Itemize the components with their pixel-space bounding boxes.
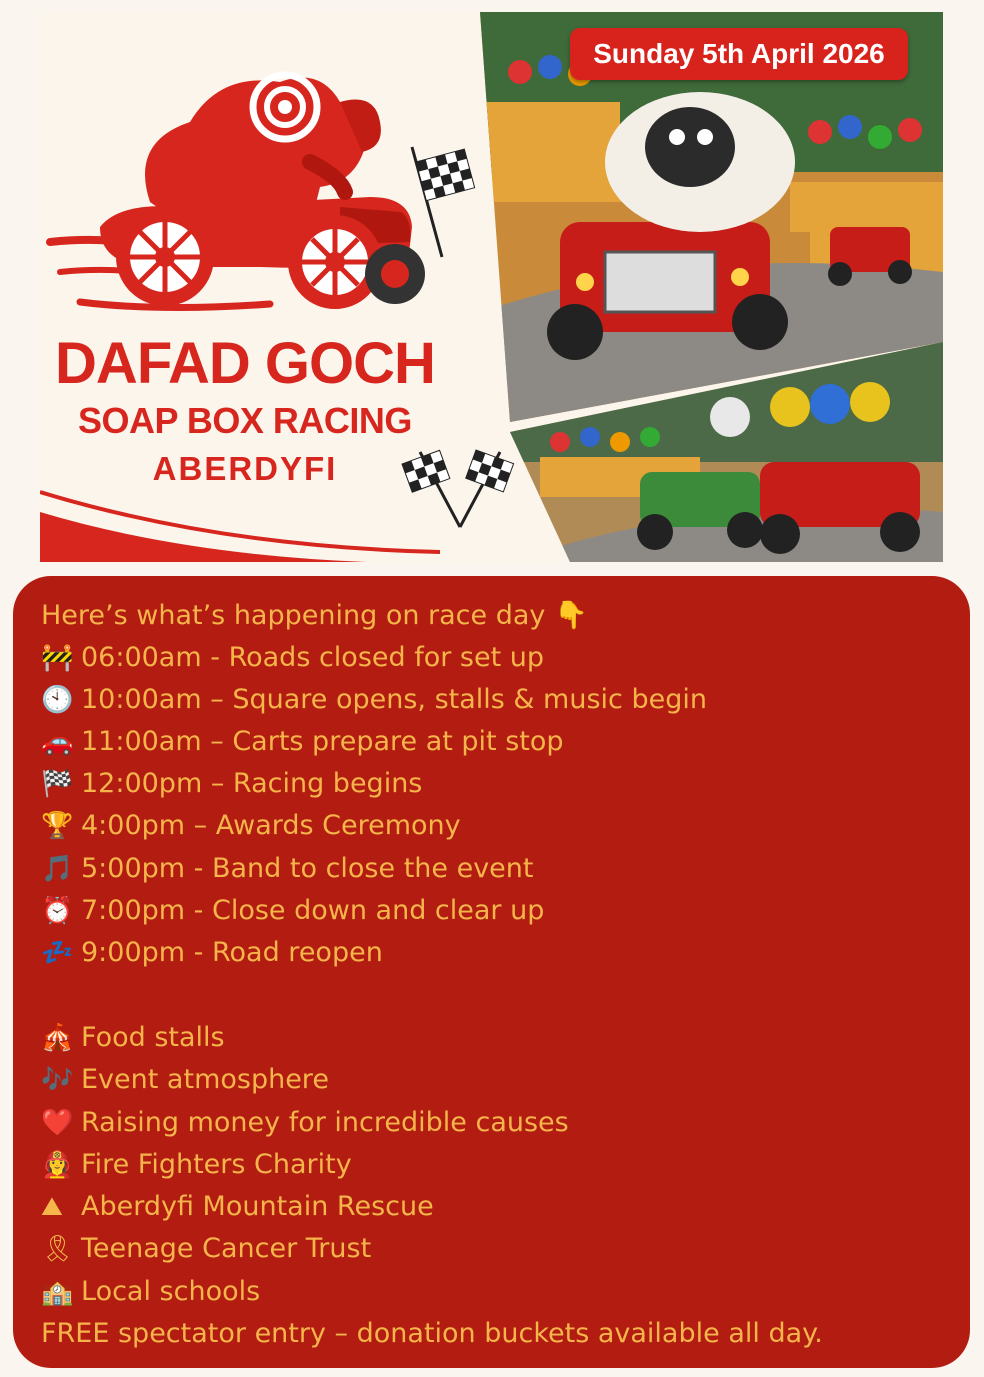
schedule-item: 🚗 11:00am – Carts prepare at pit stop (41, 722, 564, 762)
roadworks-barrier-icon: 🚧 (41, 643, 74, 673)
schedule-heading: Here’s what’s happening on race day 👇 (41, 600, 588, 631)
footer-note: FREE spectator entry – donation buckets available all day. (41, 1318, 823, 1349)
highlight-item: 🏫 Local schools (41, 1272, 260, 1312)
clock-icon: 🕙 (41, 685, 74, 715)
race-illustration-bottom (510, 342, 943, 562)
schedule-item: 🕙 10:00am – Square opens, stalls & music begin (41, 680, 707, 720)
highlight-item: 🎪 Food stalls (41, 1018, 225, 1058)
sleeping-zzz-icon: 💤 (41, 938, 74, 968)
logo-location: ABERDYFI (152, 450, 338, 487)
car-icon: 🚗 (41, 727, 74, 757)
circus-tent-icon: 🎪 (41, 1023, 74, 1053)
schedule-item: 🚧 06:00am - Roads closed for set up (41, 638, 544, 678)
mountain-icon: ⛰ (41, 1192, 63, 1222)
logo-subtitle: SOAP BOX RACING (78, 400, 412, 441)
alarm-clock-icon: ⏰ (41, 896, 74, 926)
highlight-item: 👩‍🚒 Fire Fighters Charity (41, 1145, 352, 1185)
red-sheep-cart-logo (40, 12, 440, 322)
schedule-item: 🏆 4:00pm – Awards Ceremony (41, 806, 461, 846)
event-date-badge: Sunday 5th April 2026 (570, 28, 908, 80)
red-swoosh-decoration (40, 452, 540, 562)
highlight-item: ⛰ Aberdyfi Mountain Rescue (41, 1187, 434, 1227)
trophy-icon: 🏆 (41, 811, 74, 841)
music-notes-icon: 🎶 (41, 1065, 74, 1095)
music-note-icon: 🎵 (41, 854, 74, 884)
highlight-item: ❤️ Raising money for incredible causes (41, 1103, 569, 1143)
event-banner (40, 12, 943, 562)
schedule-item: ⏰ 7:00pm - Close down and clear up (41, 891, 544, 931)
logo-title: DAFAD GOCH (55, 331, 435, 396)
schedule-item: 💤 9:00pm - Road reopen (41, 933, 383, 973)
schedule-item: 🏁 12:00pm – Racing begins (41, 764, 422, 804)
schedule-item: 🎵 5:00pm - Band to close the event (41, 849, 534, 889)
highlight-item: 🎗 Teenage Cancer Trust (41, 1229, 371, 1269)
awareness-ribbon-icon: 🎗 (41, 1234, 75, 1264)
checkered-flag-icon: 🏁 (41, 769, 74, 799)
event-info-panel (13, 576, 970, 1368)
red-heart-icon: ❤️ (41, 1108, 74, 1138)
race-photo-kids-karts (510, 342, 943, 562)
firefighter-icon: 👩‍🚒 (41, 1150, 74, 1180)
school-icon: 🏫 (41, 1277, 74, 1307)
highlight-item: 🎶 Event atmosphere (41, 1060, 329, 1100)
